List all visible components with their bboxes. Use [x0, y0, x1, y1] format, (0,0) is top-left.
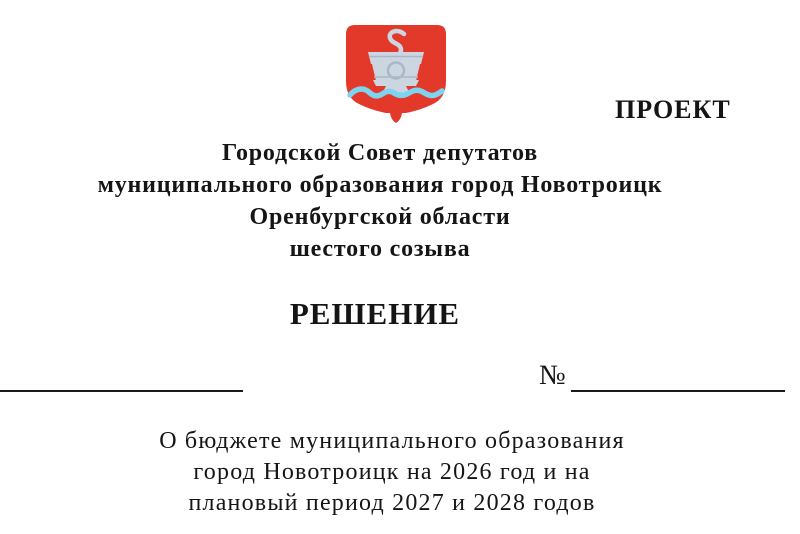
ladle-band [373, 80, 419, 86]
document-subject [12, 426, 772, 519]
number-blank-line [571, 390, 785, 392]
subject-line-2: город Новотроицк на 2026 год и на [193, 459, 591, 485]
draft-stamp-label: ПРОЕКТ [615, 95, 731, 124]
subject-line-3: плановый период 2027 и 2028 годов [188, 490, 596, 516]
document-type-title: РЕШЕНИЕ [289, 296, 461, 331]
organization-line-3: Оренбургской области [249, 204, 511, 230]
novotroitsk-coat-of-arms-icon [344, 23, 448, 129]
organization-line-4: шестого созыва [289, 236, 471, 262]
date-blank-line [0, 390, 243, 392]
organization-line-1: Городской Совет депутатов [221, 140, 538, 166]
number-sign-label: № [539, 360, 566, 391]
subject-line-1: О бюджете муниципального образования [159, 428, 625, 454]
organization-line-2: муниципального образования город Новотроицк [97, 172, 663, 198]
organization-header [0, 137, 760, 265]
